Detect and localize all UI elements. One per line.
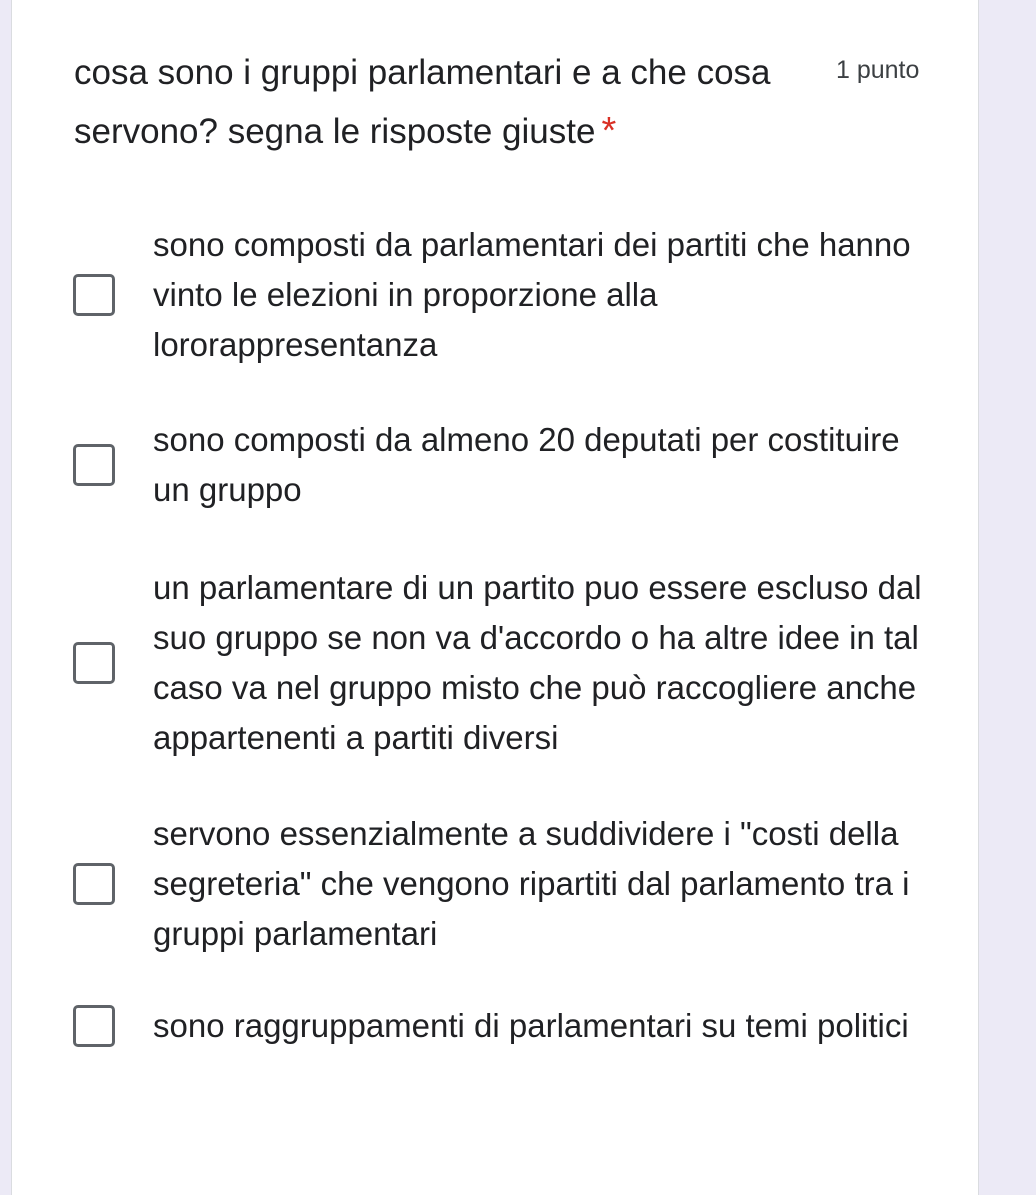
checkbox-option-4[interactable]	[73, 863, 115, 905]
checkbox-option-3[interactable]	[73, 642, 115, 684]
options-list	[73, 220, 953, 1089]
question-title	[74, 44, 809, 161]
question-card	[11, 0, 979, 1195]
option-3-label[interactable]: un parlamentare di un partito puo essere escluso dal suo gruppo se non va d'accordo o ha altre idee in tal caso va nel gruppo misto che può raccogliere anche appartenenti a partiti diversi	[153, 569, 922, 756]
checkbox-option-2[interactable]	[73, 444, 115, 486]
option-3[interactable]	[73, 563, 953, 763]
option-1[interactable]	[73, 220, 953, 370]
required-mark: *	[601, 110, 617, 152]
question-header	[74, 44, 934, 161]
checkbox-option-5[interactable]	[73, 1005, 115, 1047]
option-1-label[interactable]: sono composti da parlamentari dei partiti che hanno vinto le elezioni in proporzione alla lororappresentanza	[153, 226, 911, 363]
checkbox-option-1[interactable]	[73, 274, 115, 316]
question-title-text: cosa sono i gruppi parlamentari e a che cosa servono? segna le risposte giuste	[74, 53, 771, 151]
option-4-label[interactable]: servono essenzialmente a suddividere i "costi della segreteria" che vengono ripartiti dal parlamento tra i gruppi parlamentari	[153, 815, 910, 952]
option-5[interactable]	[73, 1001, 953, 1051]
option-2[interactable]	[73, 415, 953, 515]
option-4[interactable]	[73, 809, 953, 959]
option-5-label[interactable]: sono raggruppamenti di parlamentari su temi politici	[153, 1007, 909, 1044]
option-2-label[interactable]: sono composti da almeno 20 deputati per costituire un gruppo	[153, 421, 900, 508]
points-label: 1 punto	[836, 56, 920, 84]
